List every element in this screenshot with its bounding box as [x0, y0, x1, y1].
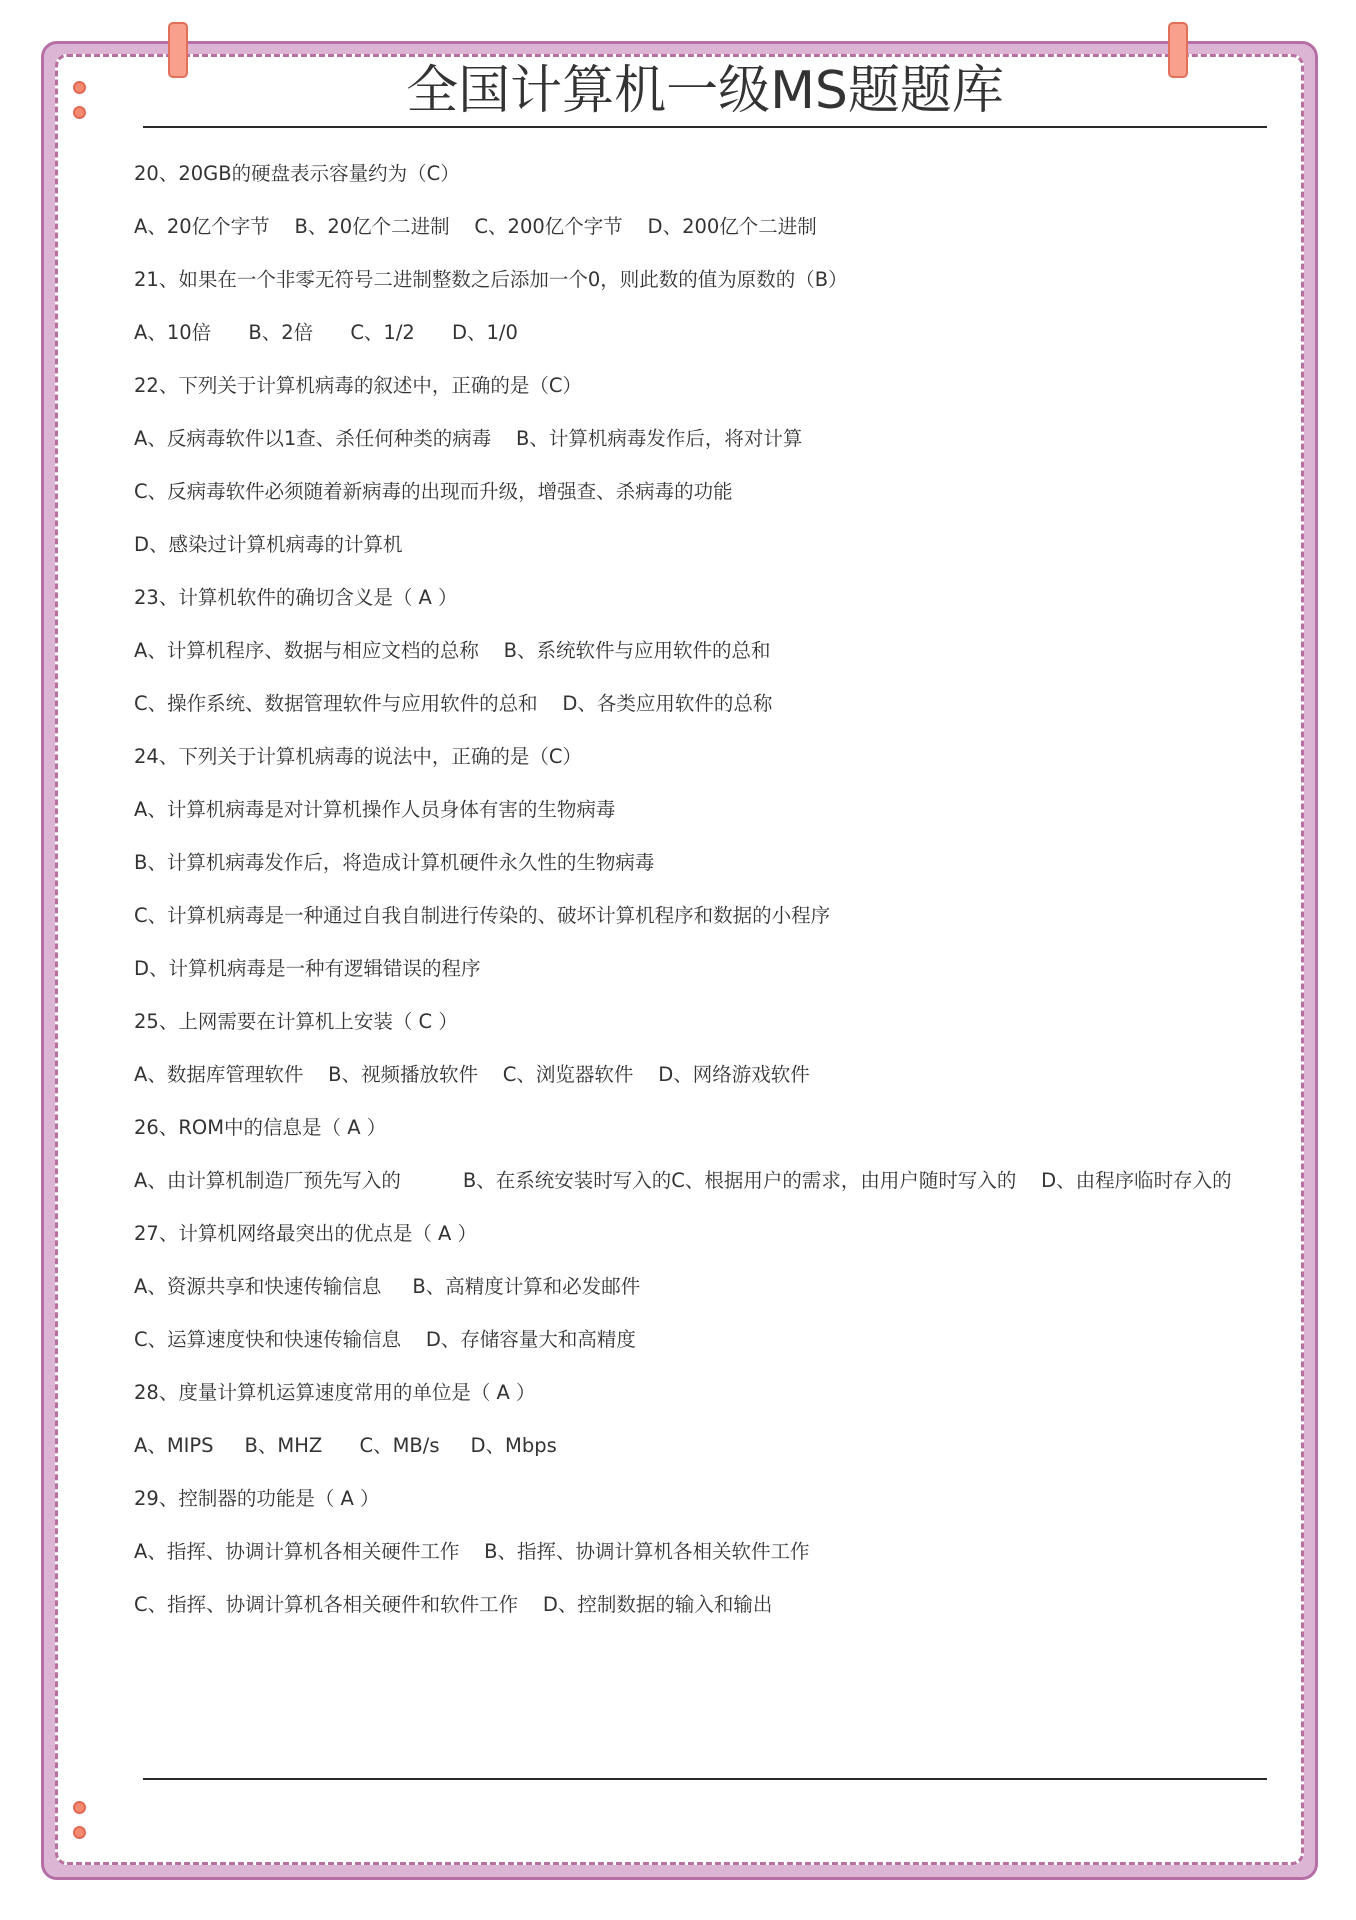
question-options: A、计算机程序、数据与相应文档的总称 B、系统软件与应用软件的总和 — [134, 639, 771, 662]
binder-hole-icon — [73, 81, 86, 94]
question-options: A、数据库管理软件 B、视频播放软件 C、浏览器软件 D、网络游戏软件 — [134, 1063, 810, 1086]
question-options: A、10倍 B、2倍 C、1/2 D、1/0 — [134, 321, 518, 344]
question-list — [134, 157, 1304, 1641]
question-stem: 22、下列关于计算机病毒的叙述中，正确的是（C） — [134, 374, 582, 397]
question-options: C、指挥、协调计算机各相关硬件和软件工作 D、控制数据的输入和输出 — [134, 1593, 773, 1616]
question-stem: 27、计算机网络最突出的优点是（ A ） — [134, 1222, 478, 1245]
binder-hole-icon — [73, 1826, 86, 1839]
binder-hole-icon — [73, 1801, 86, 1814]
question-options: D、计算机病毒是一种有逻辑错误的程序 — [134, 957, 481, 980]
question-options: A、指挥、协调计算机各相关硬件工作 B、指挥、协调计算机各相关软件工作 — [134, 1540, 810, 1563]
question-stem: 20、20GB的硬盘表示容量约为（C） — [134, 162, 460, 185]
question-stem: 26、ROM中的信息是（ A ） — [134, 1116, 387, 1139]
question-options: A、反病毒软件以1查、杀任何种类的病毒 B、计算机病毒发作后，将对计算 — [134, 427, 803, 450]
title-divider — [143, 126, 1267, 128]
question-options: D、感染过计算机病毒的计算机 — [134, 533, 403, 556]
question-options: A、由计算机制造厂预先写入的 B、在系统安装时写入的C、根据用户的需求，由用户随时写入的 D、由程序临时存入的 — [134, 1169, 1232, 1192]
question-options: C、计算机病毒是一种通过自我自制进行传染的、破坏计算机程序和数据的小程序 — [134, 904, 831, 927]
question-stem: 28、度量计算机运算速度常用的单位是（ A ） — [134, 1381, 536, 1404]
footer-divider — [143, 1778, 1267, 1780]
question-options: A、20亿个字节 B、20亿个二进制 C、200亿个字节 D、200亿个二进制 — [134, 215, 817, 238]
question-options: C、运算速度快和快速传输信息 D、存储容量大和高精度 — [134, 1328, 636, 1351]
question-stem: 25、上网需要在计算机上安装（ C ） — [134, 1010, 458, 1033]
question-options: A、MIPS B、MHZ C、MB/s D、Mbps — [134, 1434, 557, 1457]
question-stem: 21、如果在一个非零无符号二进制整数之后添加一个0，则此数的值为原数的（B） — [134, 268, 848, 291]
question-options: C、操作系统、数据管理软件与应用软件的总和 D、各类应用软件的总称 — [134, 692, 773, 715]
question-options: C、反病毒软件必须随着新病毒的出现而升级，增强查、杀病毒的功能 — [134, 480, 733, 503]
question-options: A、资源共享和快速传输信息 B、高精度计算和必发邮件 — [134, 1275, 641, 1298]
page-title: 全国计算机一级MS题题库 — [406, 61, 1004, 121]
question-stem: 24、下列关于计算机病毒的说法中，正确的是（C） — [134, 745, 582, 768]
question-stem: 29、控制器的功能是（ A ） — [134, 1487, 380, 1510]
question-options: A、计算机病毒是对计算机操作人员身体有害的生物病毒 — [134, 798, 616, 821]
binder-hole-icon — [73, 106, 86, 119]
question-options: B、计算机病毒发作后，将造成计算机硬件永久性的生物病毒 — [134, 851, 655, 874]
question-stem: 23、计算机软件的确切含义是（ A ） — [134, 586, 458, 609]
